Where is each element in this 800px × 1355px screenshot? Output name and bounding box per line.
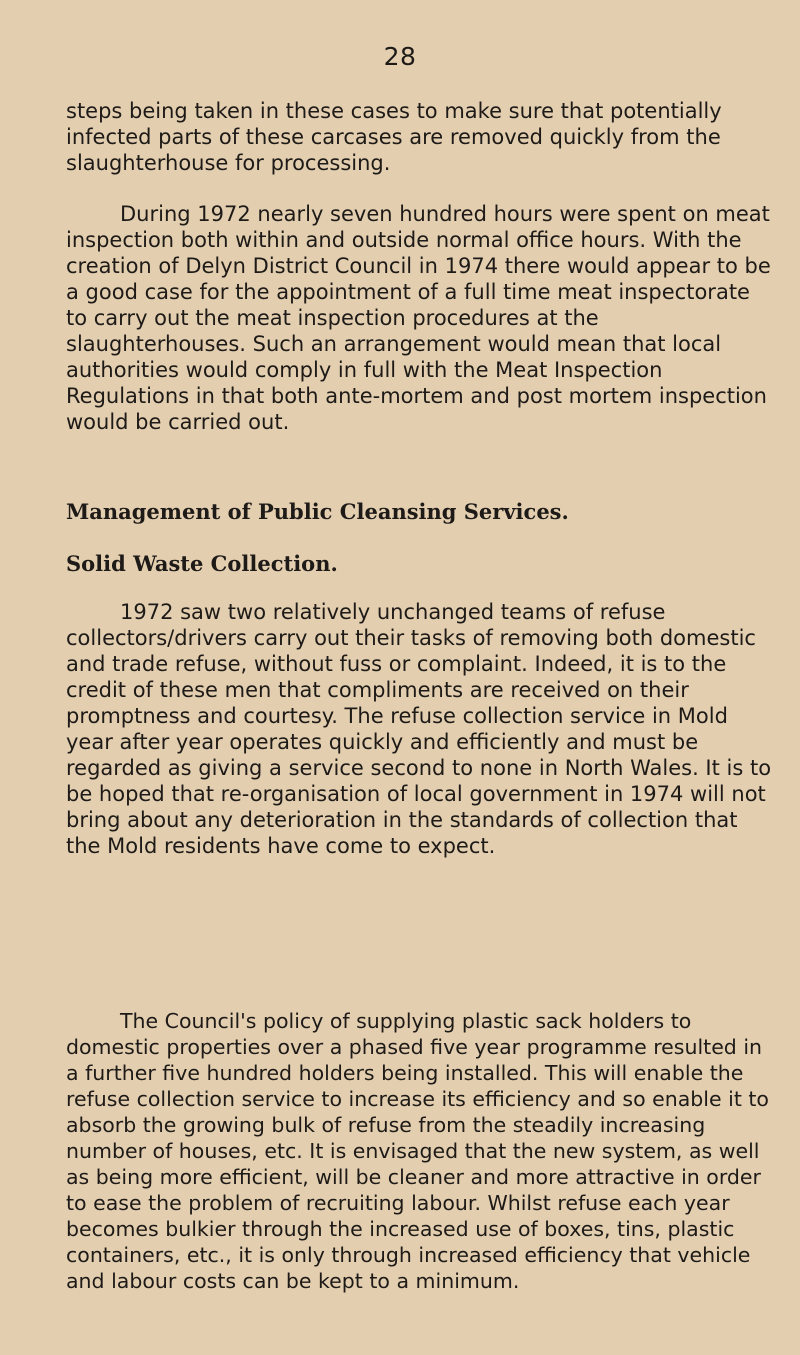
paragraph-meat-inspection: During 1972 nearly seven hundred hours were spent on meat inspection both within and outside normal office hours. With the creation of Delyn District Council in 1974 there would appear to be a good case for the appointment of a full time meat inspectorate to carry out the meat inspection procedures at the slaughterhouses. Such an arrangement would mean that local authorities would comply in full with the Meat Inspection Regulations in that both ante-mortem and post mortem inspection would be carried out. bbox=[66, 202, 771, 434]
paragraph-refuse-collection: 1972 saw two relatively unchanged teams of refuse collectors/drivers carry out their tasks of removing both domestic and trade refuse, without fuss or complaint. Indeed, it is to the credit of these men that compliments are received on their promptness and courtesy. The refuse collection service in Mold year after year operates quickly and efficiently and must be regarded as giving a service second to none in North Wales. It is to be hoped that re-organisation of local government in 1974 will not bring about any deterioration in the standards of collection that the Mold residents have come to expect. bbox=[66, 600, 772, 858]
paragraph-continuation: steps being taken in these cases to make sure that potentially infected parts of these carcases are removed quickly from the slaughterhouse for processing. bbox=[66, 99, 722, 175]
paragraph-sack-holders: The Council's policy of supplying plastic sack holders to domestic properties over a phased five year programme resulted in a further five hundred holders being installed. This will enable the refuse collection service to increase its efficiency and so enable it to absorb the growing bulk of refuse from the steadily increasing number of houses, etc. It is envisaged that the new system, as well as being more efficient, will be cleaner and more attractive in order to ease the problem of recruiting labour. Whilst refuse each year becomes bulkier through the increased use of boxes, tins, plastic containers, etc., it is only through increased efficiency that vehicle and labour costs can be kept to a minimum. bbox=[66, 1009, 769, 1293]
page-number: 28 bbox=[383, 42, 417, 71]
subsection-heading: Solid Waste Collection. bbox=[66, 551, 338, 576]
section-heading: Management of Public Cleansing Services. bbox=[66, 499, 569, 524]
